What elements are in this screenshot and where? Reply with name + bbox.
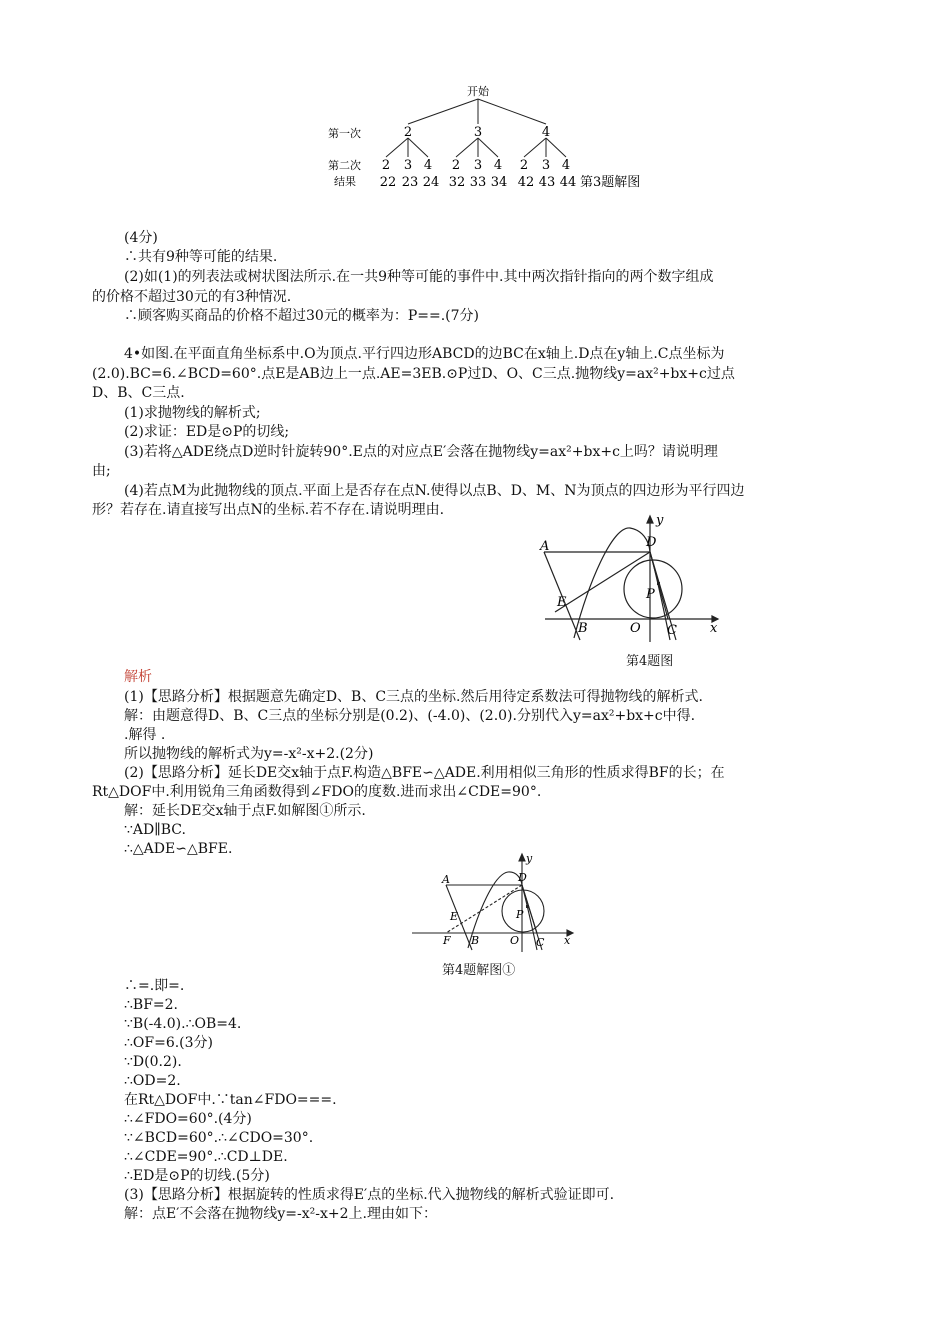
tree-first-node: 2 bbox=[403, 125, 413, 140]
fig4s-label-E: E bbox=[450, 910, 459, 923]
q3-line: ∴顾客购买商品的价格不超过30元的概率为：P==.(7分) bbox=[124, 308, 479, 324]
tree-second-node: 2 bbox=[519, 158, 529, 173]
q4-line: 4•如图.在平面直角坐标系中.O为顶点.平行四边形ABCD的边BC在x轴上.D点在y轴上.C点坐标为 bbox=[124, 346, 725, 362]
solution-line: ∴=.即=. bbox=[124, 978, 185, 994]
solution-line: ∴∠FDO=60°.(4分) bbox=[124, 1111, 252, 1127]
q4-line: (4)若点M为此抛物线的顶点.平面上是否存在点N.使得以点B、D、M、N为顶点的四边形为平行四边 bbox=[124, 483, 745, 499]
solution-line: 解：点E′不会落在抛物线y=-x²-x+2上.理由如下： bbox=[124, 1206, 437, 1222]
tree-result: 43 bbox=[538, 175, 556, 190]
solution-line: ∴OF=6.(3分) bbox=[124, 1035, 214, 1051]
fig4-label-O: O bbox=[630, 621, 641, 636]
tree-result: 42 bbox=[517, 175, 535, 190]
q4-line: D、B、C三点. bbox=[92, 385, 185, 401]
tree-result: 24 bbox=[422, 175, 440, 190]
q4-line: 由; bbox=[92, 463, 111, 479]
q4-line: 形？若存在.请直接写出点N的坐标.若不存在.请说明理由. bbox=[92, 502, 445, 518]
solution-line: 在Rt△DOF中.∵tan∠FDO===. bbox=[124, 1092, 337, 1108]
solution-line: ∵D(0.2). bbox=[124, 1054, 182, 1070]
solution-line: ∴OD=2. bbox=[124, 1073, 181, 1089]
figure-4-solution bbox=[410, 852, 580, 956]
tree-result: 33 bbox=[469, 175, 487, 190]
tree-first-node: 4 bbox=[541, 125, 551, 140]
fig4s-label-O: O bbox=[510, 934, 520, 947]
fig4s-label-A: A bbox=[442, 873, 450, 886]
tree-second-node: 4 bbox=[561, 158, 571, 173]
fig4s-label-D: D bbox=[518, 871, 527, 884]
tree-result: 23 bbox=[401, 175, 419, 190]
fig4s-label-y: y bbox=[526, 852, 533, 865]
tree-second-node: 2 bbox=[451, 158, 461, 173]
solution-line: (3)【思路分析】根据旋转的性质求得E′点的坐标.代入抛物线的解析式验证即可. bbox=[124, 1187, 615, 1203]
tree-result: 32 bbox=[448, 175, 466, 190]
q3-line: (4分) bbox=[124, 230, 158, 246]
tree-row2-label: 第二次 bbox=[328, 159, 361, 172]
fig4-label-E: E bbox=[557, 595, 567, 610]
fig4-label-x: x bbox=[710, 621, 718, 636]
tree-second-node: 3 bbox=[473, 158, 483, 173]
solution-line: (1)【思路分析】根据题意先确定D、B、C三点的坐标.然后用待定系数法可得抛物线的解析式. bbox=[124, 689, 703, 705]
fig4-label-C: C bbox=[667, 623, 677, 638]
tree-root: 开始 bbox=[467, 85, 489, 98]
q4-line: (2)求证：ED是⊙P的切线; bbox=[124, 424, 290, 440]
q4-line: (3)若将△ADE绕点D逆时针旋转90°.E点的对应点E′会落在抛物线y=ax²+bx+c上吗？请说明理 bbox=[124, 444, 718, 460]
tree-result: 22 bbox=[379, 175, 397, 190]
q3-line: 的价格不超过30元的有3种情况. bbox=[92, 289, 292, 305]
fig4-label-y: y bbox=[656, 513, 664, 528]
solution-line: ∴ED是⊙P的切线.(5分) bbox=[124, 1168, 270, 1184]
solution-line: 解：延长DE交x轴于点F.如解图①所示. bbox=[124, 803, 366, 819]
fig4-label-P: P bbox=[646, 587, 655, 602]
fig4s-label-F: F bbox=[443, 934, 451, 947]
tree-result: 34 bbox=[490, 175, 508, 190]
solution-line: ∵∠BCD=60°.∴∠CDO=30°. bbox=[124, 1130, 314, 1146]
fig4-label-A: A bbox=[540, 539, 550, 554]
solution-line: ∵AD∥BC. bbox=[124, 822, 186, 838]
tree-second-node: 2 bbox=[381, 158, 391, 173]
solution-line: ∴BF=2. bbox=[124, 997, 178, 1013]
figure-4 bbox=[530, 512, 730, 648]
tree-caption: 第3题解图 bbox=[580, 175, 641, 190]
tree-diagram bbox=[320, 82, 660, 194]
q4-line: (1)求抛物线的解析式; bbox=[124, 405, 261, 421]
fig4s-label-P: P bbox=[516, 908, 524, 921]
tree-second-node: 3 bbox=[541, 158, 551, 173]
tree-second-node: 4 bbox=[423, 158, 433, 173]
solution-line: ∴∠CDE=90°.∴CD⊥DE. bbox=[124, 1149, 288, 1165]
solution-line: 所以抛物线的解析式为y=-x²-x+2.(2分) bbox=[124, 746, 374, 762]
tree-second-node: 4 bbox=[493, 158, 503, 173]
fig4s-caption: 第4题解图① bbox=[442, 963, 516, 978]
solution-line: ∵B(-4.0).∴OB=4. bbox=[124, 1016, 242, 1032]
fig4s-label-B: B bbox=[471, 934, 480, 947]
solution-line: 解：由题意得D、B、C三点的坐标分别是(0.2)、(-4.0)、(2.0).分别代入y=ax²+bx+c中得. bbox=[124, 708, 696, 724]
tree-row3-label: 结果 bbox=[334, 175, 356, 188]
solution-line: .解得 . bbox=[124, 727, 166, 743]
tree-second-node: 3 bbox=[403, 158, 413, 173]
q3-line: (2)如(1)的列表法或树状图法所示.在一共9种等可能的事件中.其中两次指针指向的两个数字组成 bbox=[124, 269, 714, 285]
q3-line: ∴共有9种等可能的结果. bbox=[124, 249, 278, 265]
fig4-caption: 第4题图 bbox=[626, 654, 674, 669]
fig4-label-B: B bbox=[578, 621, 588, 636]
tree-result: 44 bbox=[559, 175, 577, 190]
solution-line: Rt△DOF中.利用锐角三角函数得到∠FDO的度数.进而求出∠CDE=90°. bbox=[92, 784, 542, 800]
tree-row1-label: 第一次 bbox=[328, 127, 361, 140]
analysis-heading: 解析 bbox=[124, 669, 152, 685]
q4-line: (2.0).BC=6.∠BCD=60°.点E是AB边上一点.AE=3EB.⊙P过D、O、C三点.抛物线y=ax²+bx+c过点 bbox=[92, 366, 735, 382]
tree-first-node: 3 bbox=[473, 125, 483, 140]
fig4s-label-x: x bbox=[564, 934, 571, 947]
solution-line: ∴△ADE∽△BFE. bbox=[124, 841, 233, 857]
solution-line: (2)【思路分析】延长DE交x轴于点F.构造△BFE∽△ADE.利用相似三角形的性质求得BF的长；在 bbox=[124, 765, 725, 781]
fig4-label-D: D bbox=[646, 535, 657, 550]
fig4s-label-C: C bbox=[536, 936, 545, 949]
